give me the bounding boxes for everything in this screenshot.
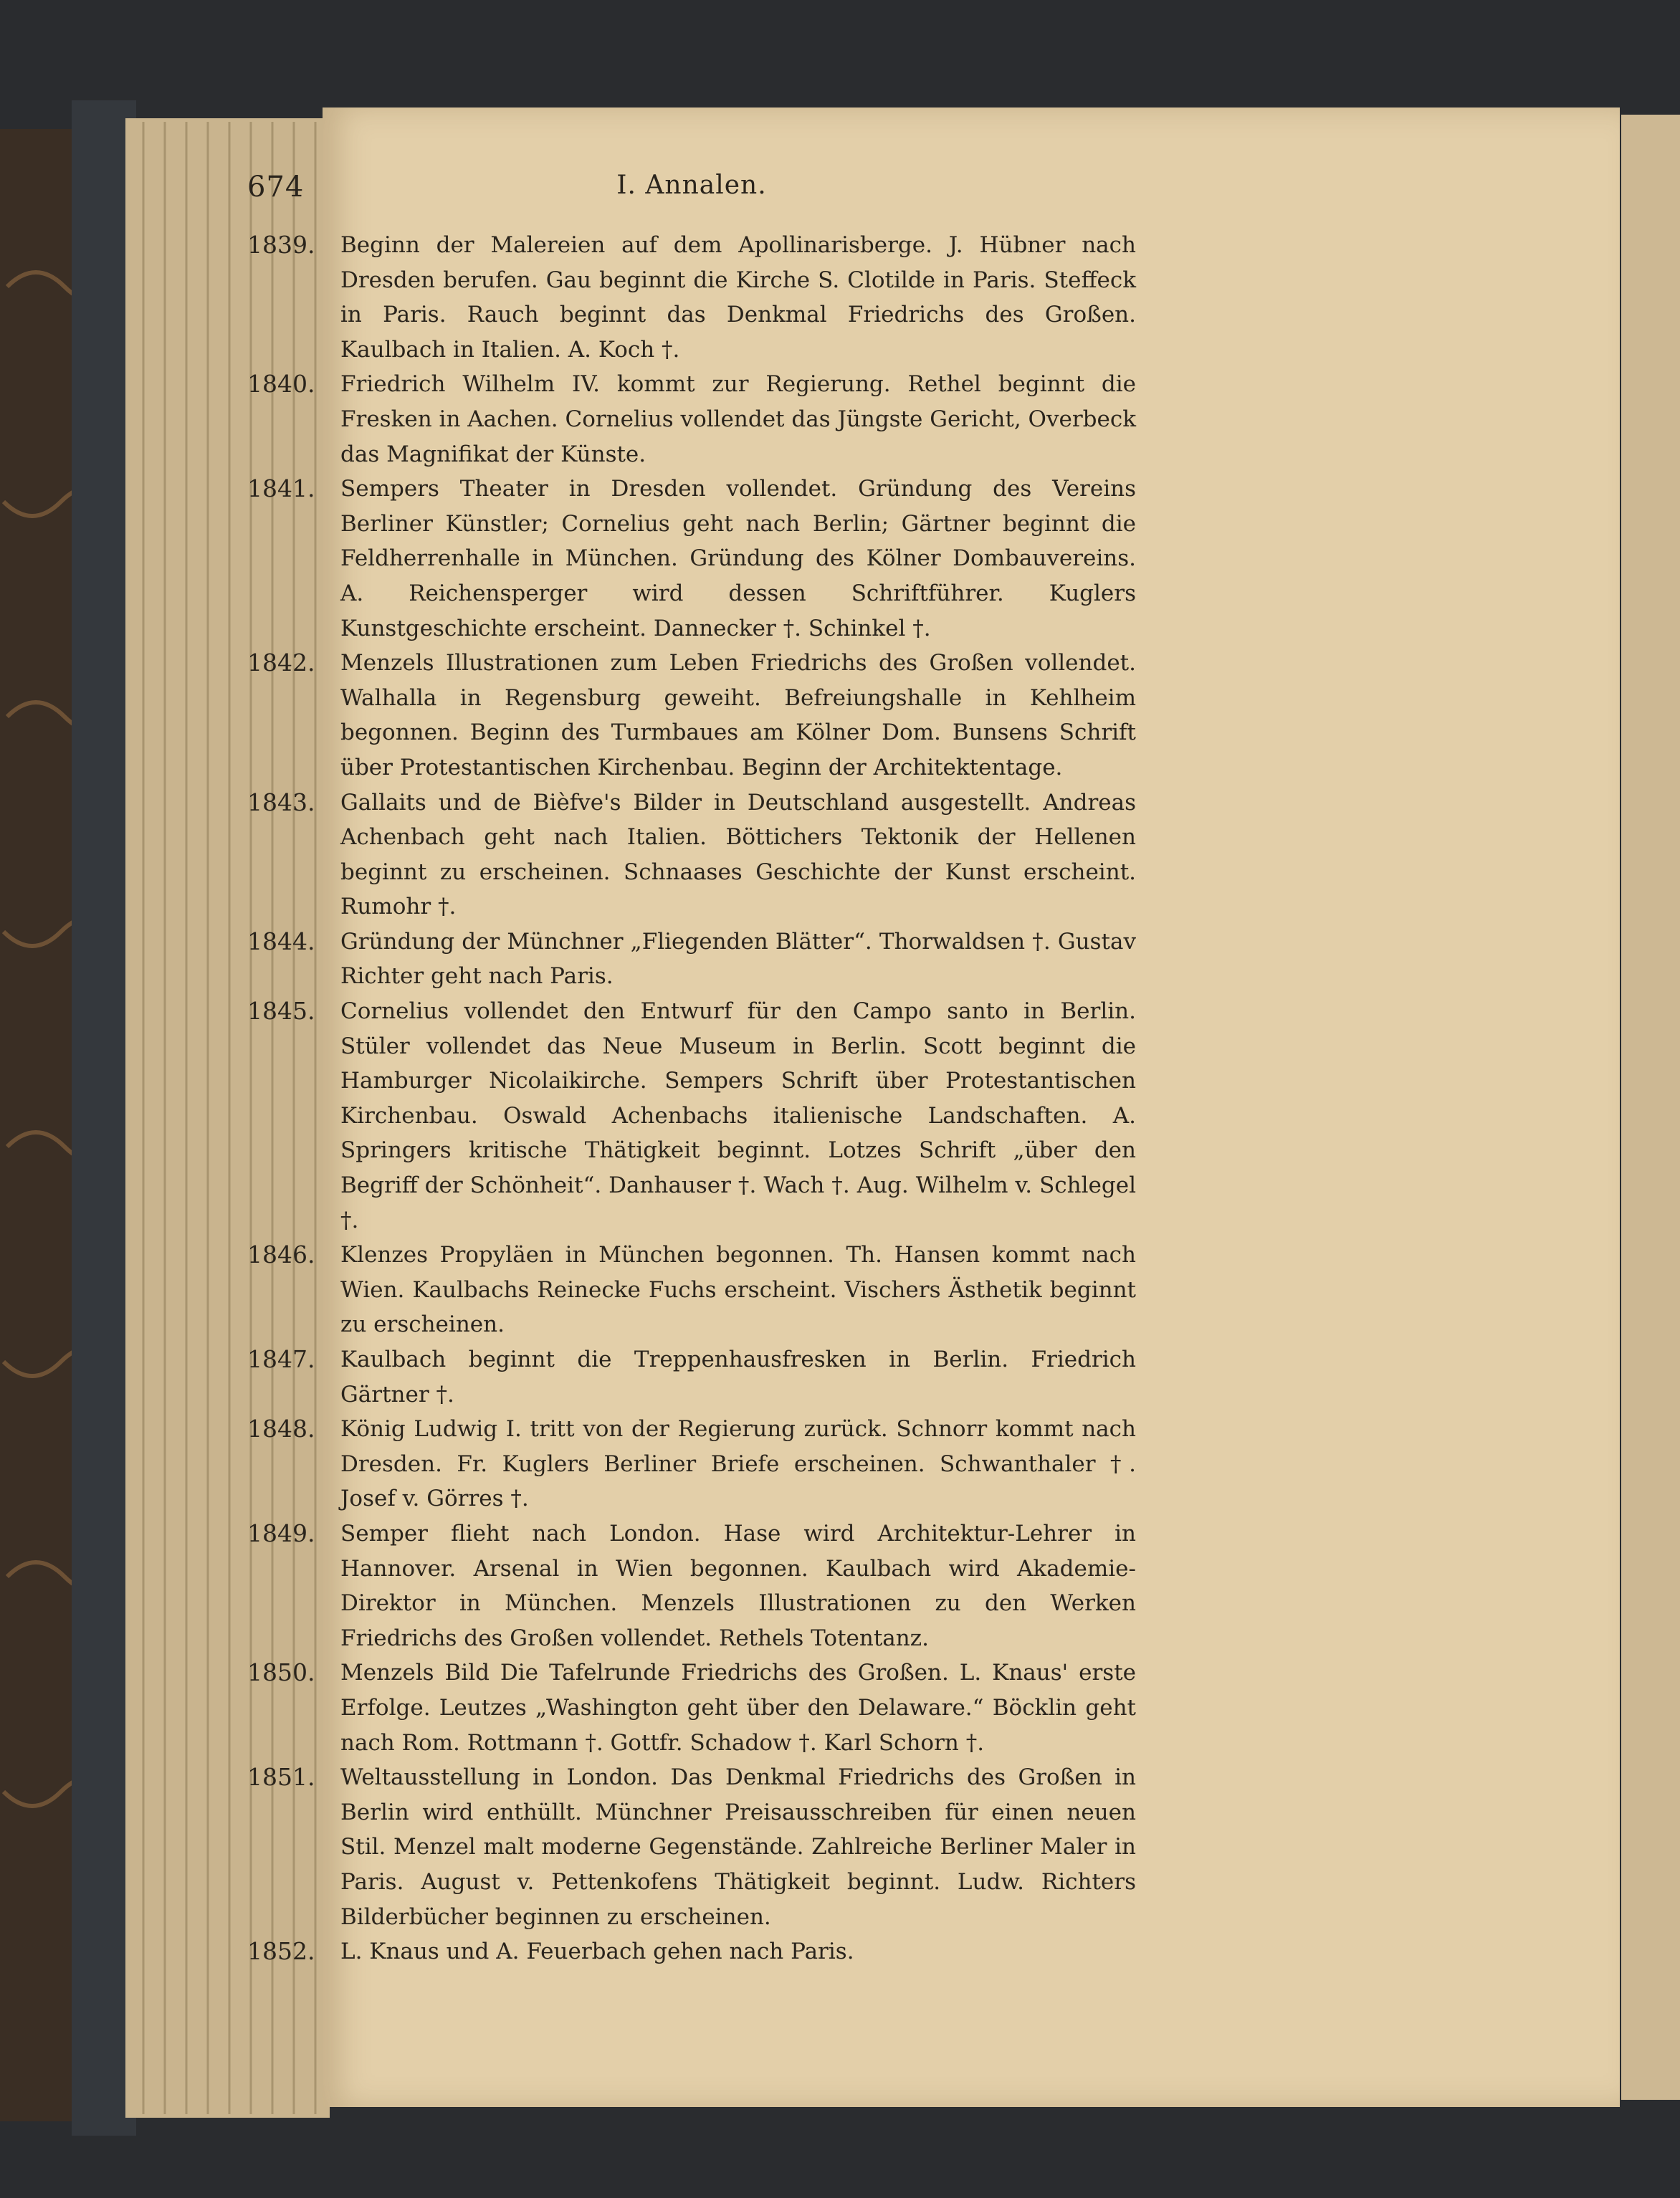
entry-year: 1848. — [247, 1415, 315, 1443]
entry-text: Beginn der Malereien auf dem Apollinarisberge. J. Hübner nach Dresden berufen. Gau beginnt die Kirche S. Clotilde in Paris. Steffeck in Paris. Rauch beginnt das Denkmal Friedrichs des Großen. Kaulbach in Italien. A. Koch †. — [340, 232, 1136, 363]
entry-text: L. Knaus und A. Feuerbach gehen nach Paris. — [340, 1939, 854, 1965]
annals-entry — [247, 228, 1136, 367]
entry-text: Klenzes Propyläen in München begonnen. Th. Hansen kommt nach Wien. Kaulbachs Reinecke Fuchs erscheint. Vischers Ästhetik beginnt zu erscheinen. — [340, 1242, 1136, 1338]
entry-text: Gallaits und de Bièfve's Bilder in Deutschland ausgestellt. Andreas Achenbach geht nach Italien. Böttichers Tektonik der Hellenen beginnt zu erscheinen. Schnaases Geschichte der Kunst erscheint. Rumohr †. — [340, 789, 1136, 920]
page-number: 674 — [247, 171, 305, 204]
annals-entry — [247, 1655, 1136, 1760]
annals-entry — [247, 367, 1136, 472]
annals-entry — [247, 994, 1136, 1238]
facing-page-sliver — [1621, 115, 1680, 2100]
marbled-cover-edge — [0, 129, 82, 2121]
entry-text: Sempers Theater in Dresden vollendet. Gründung des Vereins Berliner Künstler; Cornelius geht nach Berlin; Gärtner beginnt die Feldherrenhalle in München. Gründung des Kölner Dombauvereins. A. Reichensperger wird dessen Schriftführer. Kuglers Kunstgeschichte erscheint. Dannecker †. Schinkel †. — [340, 476, 1136, 641]
annals-entry — [247, 1412, 1136, 1516]
annals-entry — [247, 1516, 1136, 1655]
entry-text: König Ludwig I. tritt von der Regierung zurück. Schnorr kommt nach Dresden. Fr. Kuglers Berliner Briefe erscheinen. Schwanthaler †. Josef v. Görres †. — [340, 1416, 1136, 1512]
entry-year: 1851. — [247, 1763, 315, 1792]
annals-entry — [247, 924, 1136, 994]
entry-year: 1839. — [247, 231, 315, 259]
annals-entry — [247, 1342, 1136, 1412]
entry-text: Menzels Illustrationen zum Leben Friedrichs des Großen vollendet. Walhalla in Regensburg geweiht. Befreiungshalle in Kehlheim begonnen. Beginn des Turmbaues am Kölner Dom. Bunsens Schrift über Protestantischen Kirchenbau. Beginn der Architektentage. — [340, 650, 1136, 780]
entry-text: Weltausstellung in London. Das Denkmal Friedrichs des Großen in Berlin wird enthüllt. Münchner Preisausschreiben für einen neuen Stil. Menzel malt moderne Gegenstände. Zahlreiche Berliner Maler in Paris. August v. Pettenkofens Thätigkeit beginnt. Ludw. Richters Bilderbücher beginnen zu erscheinen. — [340, 1764, 1136, 1930]
annals-list — [247, 228, 1136, 1969]
entry-year: 1846. — [247, 1241, 315, 1269]
annals-entry — [247, 1760, 1136, 1934]
entry-text: Semper flieht nach London. Hase wird Architektur-Lehrer in Hannover. Arsenal in Wien begonnen. Kaulbach wird Akademie-Direktor in München. Menzels Illustrationen zu den Werken Friedrichs des Großen vollendet. Rethels Totentanz. — [340, 1520, 1136, 1651]
entry-year: 1842. — [247, 649, 315, 677]
entry-year: 1845. — [247, 997, 315, 1026]
entry-year: 1843. — [247, 788, 315, 816]
page-header — [247, 171, 1136, 214]
entry-text: Menzels Bild Die Tafelrunde Friedrichs des Großen. L. Knaus' erste Erfolge. Leutzes „Washington geht über den Delaware.“ Böcklin geht nach Rom. Rottmann †. Gottfr. Schadow †. Karl Schorn †. — [340, 1660, 1136, 1756]
annals-entry — [247, 785, 1136, 924]
entry-text: Friedrich Wilhelm IV. kommt zur Regierung. Rethel beginnt die Fresken in Aachen. Cornelius vollendet das Jüngste Gericht, Overbeck das Magnifikat der Künste. — [340, 371, 1136, 467]
running-head: I. Annalen. — [616, 171, 767, 200]
annals-entry — [247, 1238, 1136, 1342]
annals-entry — [247, 646, 1136, 785]
annals-entry — [247, 472, 1136, 646]
entry-year: 1840. — [247, 370, 315, 398]
entry-year: 1844. — [247, 927, 315, 955]
entry-text: Gründung der Münchner „Fliegenden Blätter“. Thorwaldsen †. Gustav Richter geht nach Paris. — [340, 928, 1136, 990]
entry-text: Kaulbach beginnt die Treppenhausfresken in Berlin. Friedrich Gärtner †. — [340, 1347, 1136, 1408]
entry-year: 1850. — [247, 1658, 315, 1687]
entry-text: Cornelius vollendet den Entwurf für den Campo santo in Berlin. Stüler vollendet das Neue Museum in Berlin. Scott beginnt die Hamburger Nicolaikirche. Sempers Schrift über Protestantischen Kirchenbau. Oswald Achenbachs italienische Landschaften. A. Springers kritische Thätigkeit beginnt. Lotzes Schrift „über den Begriff der Schönheit“. Danhauser †. Wach †. Aug. Wilhelm v. Schlegel †. — [340, 998, 1136, 1233]
entry-year: 1852. — [247, 1937, 315, 1966]
entry-year: 1849. — [247, 1519, 315, 1547]
entry-year: 1847. — [247, 1345, 315, 1373]
annals-entry — [247, 1934, 1136, 1969]
entry-year: 1841. — [247, 474, 315, 503]
